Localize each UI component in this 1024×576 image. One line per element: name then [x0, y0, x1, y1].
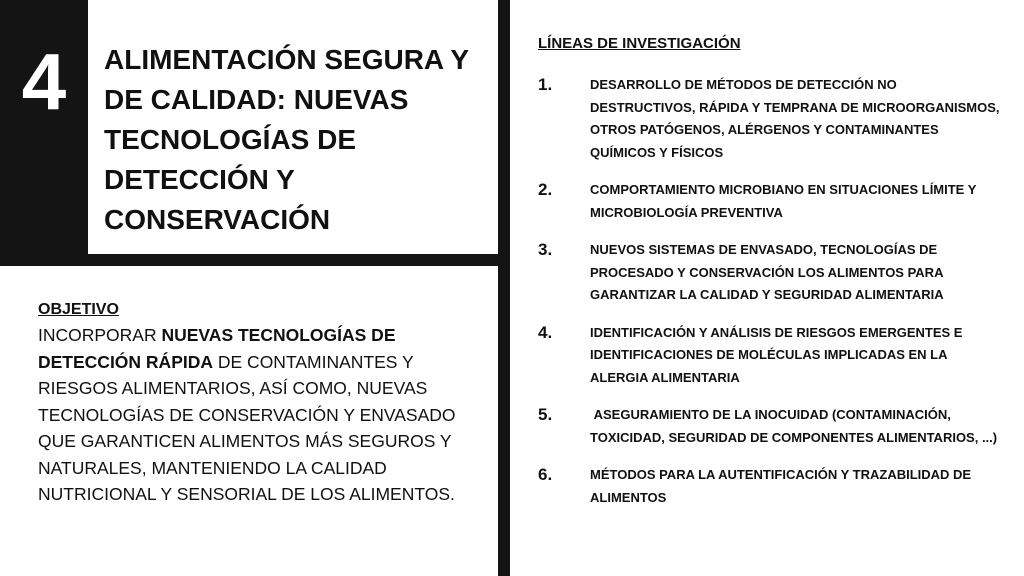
- objective-text-prefix: INCORPORAR: [38, 325, 162, 345]
- research-item-6: [538, 464, 1000, 509]
- objective-text-emphasis: NUEVAS TECNOLOGÍAS DE DETECCIÓN RÁPIDA: [38, 325, 396, 372]
- page-title: ALIMENTACIÓN SEGURA Y DE CALIDAD: NUEVAS TECNOLOGÍAS DE DETECCIÓN Y CONSERVACIÓN: [104, 44, 469, 235]
- research-item-text: MÉTODOS PARA LA AUTENTIFICACIÓN Y TRAZABILIDAD DE ALIMENTOS: [590, 467, 975, 505]
- research-item-5: [538, 404, 1000, 449]
- title-panel: [88, 0, 498, 254]
- research-panel: [510, 0, 1024, 576]
- research-item-4: [538, 322, 1000, 390]
- research-item-1: [538, 74, 1004, 164]
- research-item-number: 6.: [538, 465, 553, 484]
- objective-panel: [0, 266, 498, 576]
- objective-heading: OBJETIVO: [38, 301, 119, 318]
- research-item-3: [538, 239, 1000, 307]
- research-item-number: 3.: [538, 240, 553, 259]
- section-number-box: [0, 0, 88, 160]
- research-item-text: NUEVOS SISTEMAS DE ENVASADO, TECNOLOGÍAS DE PROCESADO Y CONSERVACIÓN LOS ALIMENTOS PARA GARANTIZAR LA CALIDAD Y SEGURIDAD ALIMENTARIA: [590, 242, 947, 302]
- research-item-number: 2.: [538, 180, 553, 199]
- research-item-text: COMPORTAMIENTO MICROBIANO EN SITUACIONES LÍMITE Y MICROBIOLOGÍA PREVENTIVA: [590, 182, 980, 220]
- objective-text: [38, 322, 478, 508]
- research-list: [538, 74, 1004, 524]
- section-number: 4: [21, 37, 67, 126]
- research-item-text: IDENTIFICACIÓN Y ANÁLISIS DE RIESGOS EMERGENTES E IDENTIFICACIONES DE MOLÉCULAS IMPLICADAS EN LA ALERGIA ALIMENTARIA: [590, 324, 967, 385]
- research-item-text: ASEGURAMIENTO DE LA INOCUIDAD (CONTAMINACIÓN, TOXICIDAD, SEGURIDAD DE COMPONENTES ALIMENTARIOS, ...): [590, 407, 998, 445]
- research-item-text: DESARROLLO DE MÉTODOS DE DETECCIÓN NO DESTRUCTIVOS, RÁPIDA Y TEMPRANA DE MICROORGANISMOS, OTROS PATÓGENOS, ALÉRGENOS Y CONTAMINANTES QUÍMICOS Y FÍSICOS: [590, 77, 1004, 160]
- objective-text-suffix: DE CONTAMINANTES Y RIESGOS ALIMENTARIOS, ASÍ COMO, NUEVAS TECNOLOGÍAS DE CONSERVACIÓN Y ENVASADO QUE GARANTICEN ALIMENTOS MÁS SEGUROS Y NATURALES, MANTENIENDO LA CALIDAD NUTRICIONAL Y SENSORIAL DE LOS ALIMENTOS.: [38, 351, 456, 504]
- research-heading: LÍNEAS DE INVESTIGACIÓN: [538, 35, 741, 52]
- research-item-2: [538, 179, 1000, 224]
- research-item-number: 5.: [538, 405, 553, 424]
- research-item-number: 4.: [538, 322, 553, 342]
- research-item-number: 1.: [538, 75, 553, 94]
